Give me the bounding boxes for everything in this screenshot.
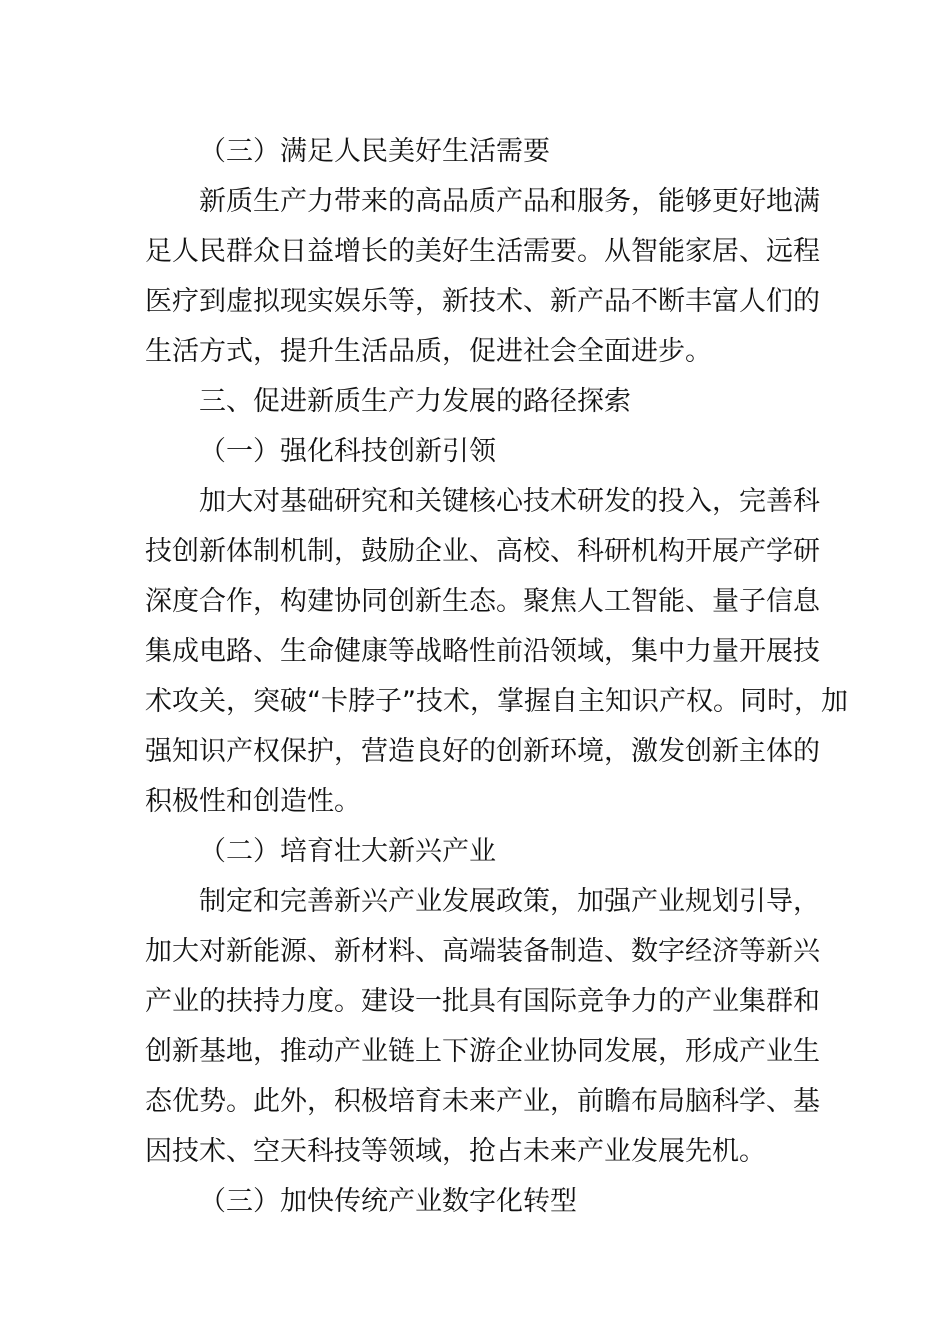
paragraph-line: 生活方式，提升生活品质，促进社会全面进步。 — [145, 336, 712, 367]
subheading-three-digital: （三）加快传统产业数字化转型 — [199, 1186, 577, 1217]
paragraph-line: 术攻关，突破“卡脖子”技术，掌握自主知识产权。同时，加 — [145, 686, 848, 717]
paragraph-line: 医疗到虚拟现实娱乐等，新技术、新产品不断丰富人们的 — [145, 286, 820, 317]
paragraph-line: 技创新体制机制，鼓励企业、高校、科研机构开展产学研 — [145, 536, 820, 567]
paragraph-line: 积极性和创造性。 — [145, 786, 361, 817]
paragraph-line: 强知识产权保护，营造良好的创新环境，激发创新主体的 — [145, 736, 820, 767]
paragraph-line: 新质生产力带来的高品质产品和服务，能够更好地满 — [199, 186, 820, 217]
paragraph-line: 创新基地，推动产业链上下游企业协同发展，形成产业生 — [145, 1036, 820, 1067]
paragraph-line: 足人民群众日益增长的美好生活需要。从智能家居、远程 — [145, 236, 820, 267]
paragraph-line: 因技术、空天科技等领域，抢占未来产业发展先机。 — [145, 1136, 766, 1167]
paragraph-line: 产业的扶持力度。建设一批具有国际竞争力的产业集群和 — [145, 986, 820, 1017]
subheading-two-industries: （二）培育壮大新兴产业 — [199, 836, 496, 867]
paragraph-line: 集成电路、生命健康等战略性前沿领域，集中力量开展技 — [145, 636, 820, 667]
paragraph-line: 加大对基础研究和关键核心技术研发的投入，完善科 — [199, 486, 820, 517]
subheading-three-needs: （三）满足人民美好生活需要 — [199, 136, 550, 167]
section-heading-paths: 三、促进新质生产力发展的路径探索 — [199, 386, 631, 417]
paragraph-line: 态优势。此外，积极培育未来产业，前瞻布局脑科学、基 — [145, 1086, 820, 1117]
paragraph-line: 深度合作，构建协同创新生态。聚焦人工智能、量子信息 — [145, 586, 820, 617]
paragraph-line: 加大对新能源、新材料、高端装备制造、数字经济等新兴 — [145, 936, 820, 967]
document-body — [145, 127, 848, 1227]
subheading-one-innovation: （一）强化科技创新引领 — [199, 436, 496, 467]
paragraph-line: 制定和完善新兴产业发展政策，加强产业规划引导， — [199, 886, 820, 917]
